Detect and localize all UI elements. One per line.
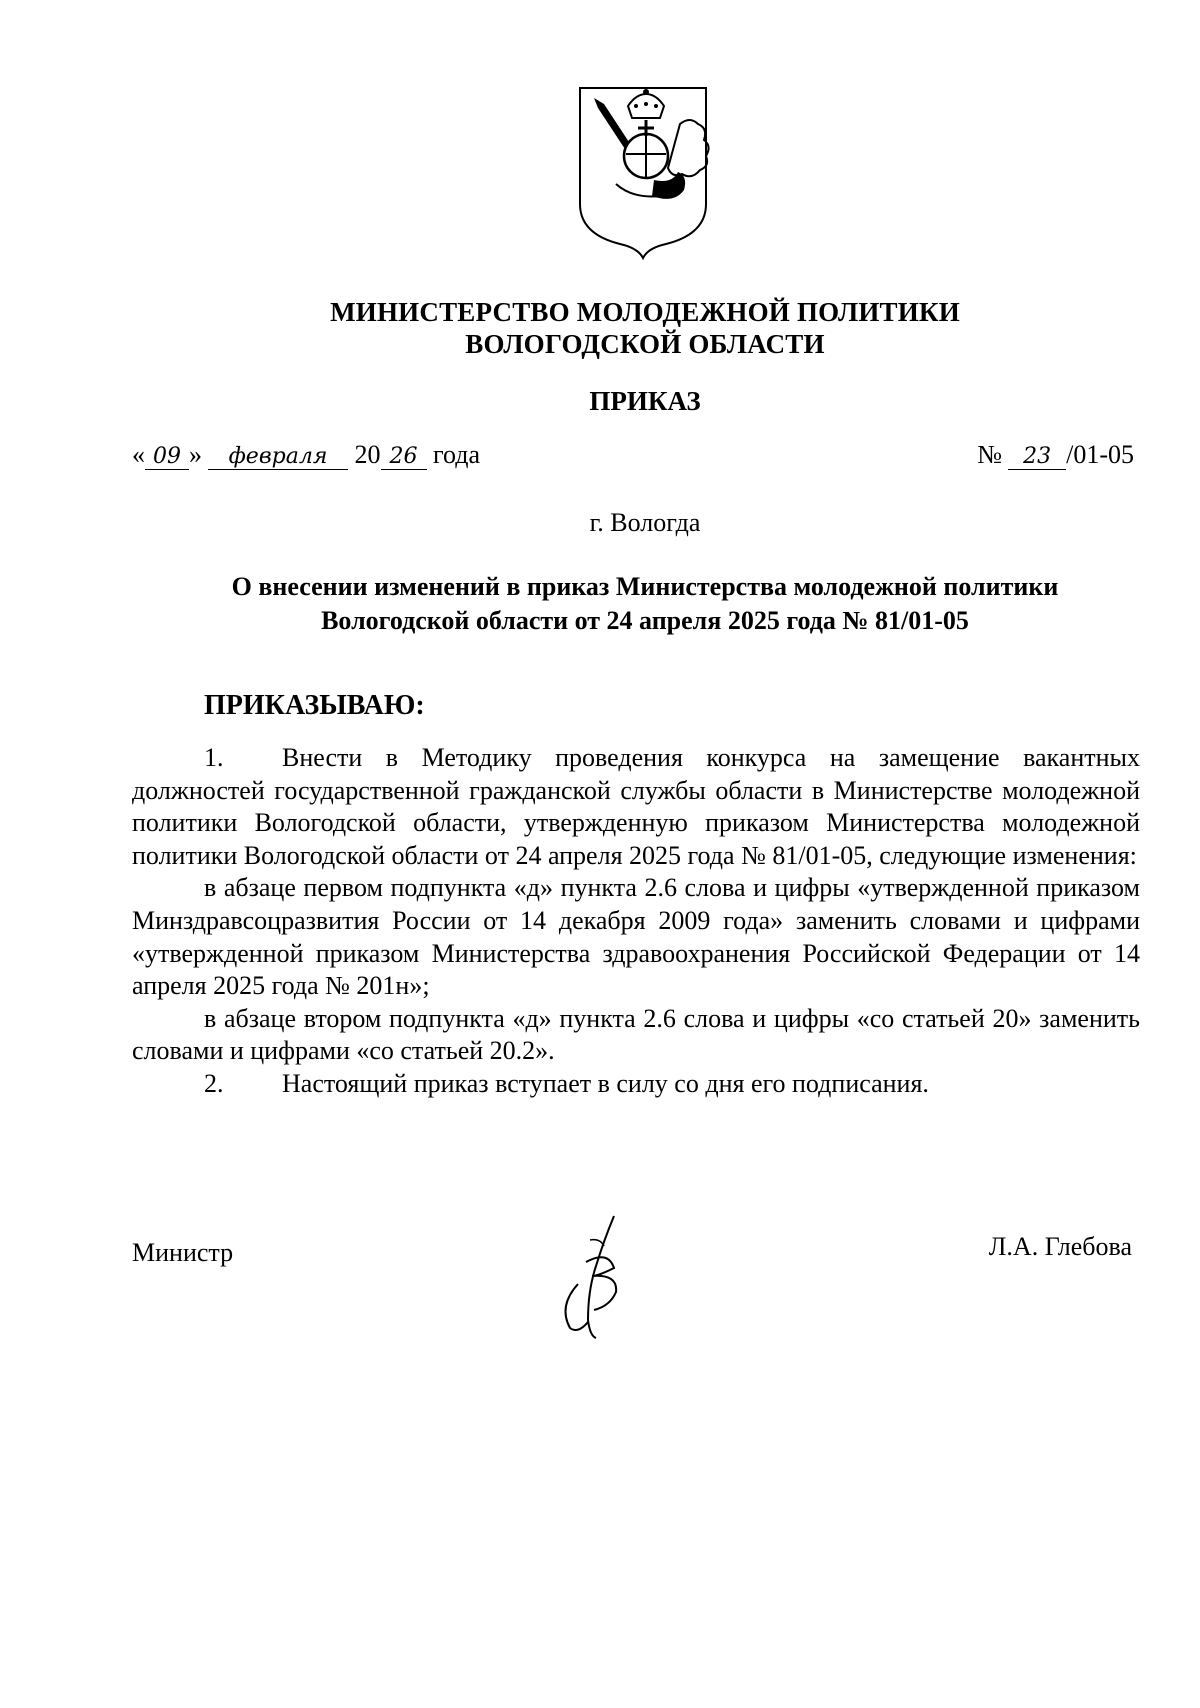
- change-1: в абзаце первом подпункта «д» пункта 2.6 слова и цифры «утвержденной приказом Минздравсоцразвития России от 14 декабря 2009 года» заменить словами и цифрами «утвержденной приказом Министерства здравоохранения Российской Федерации от 14 апреля 2025 года № 201н»;: [132, 873, 1140, 1001]
- directive-heading: ПРИКАЗЫВАЮ:: [204, 690, 425, 721]
- item-1-text: Внести в Методику проведения конкурса на замещение вакантных должностей государственной гражданской службы области в Министерстве молодежной политики Вологодской области, утвержденную приказом Министерства молодежной политики Вологодской области от 24 апреля 2025 года № 81/01-05, следующие изменения:: [132, 743, 1140, 870]
- date-year-prefix: 20: [354, 440, 381, 469]
- number-label: №: [977, 440, 1003, 469]
- coat-of-arms-icon: [576, 84, 710, 260]
- subject-line2: Вологодской области от 24 апреля 2025 года № 81/01-05: [321, 606, 969, 635]
- number-suffix: /01-05: [1066, 440, 1134, 469]
- signatory-name: Л.А. Глебова: [988, 1232, 1132, 1261]
- date-year-suffix: 26: [381, 445, 427, 470]
- item-2-text: Настоящий приказ вступает в силу со дня его подписания.: [282, 1068, 929, 1098]
- date-year-word: года: [433, 440, 481, 469]
- order-body: [132, 742, 1140, 1101]
- ministry-title-line2: ВОЛОГОДСКОЙ ОБЛАСТИ: [465, 329, 825, 359]
- order-date: [132, 440, 480, 470]
- city-line: г. Вологда: [589, 508, 701, 537]
- change-2: в абзаце втором подпункта «д» пункта 2.6 слова и цифры «со статьей 20» заменить словами и цифрами «со статьей 20.2».: [132, 1003, 1140, 1066]
- date-close-quote: »: [189, 440, 202, 469]
- item-2-number: 2.: [204, 1068, 224, 1098]
- date-day: 09: [145, 445, 189, 470]
- signatory-position: Министр: [132, 1238, 234, 1267]
- date-open-quote: «: [132, 440, 145, 469]
- number-value: 23: [1008, 445, 1066, 470]
- item-1-number: 1.: [204, 743, 224, 772]
- item-1: [132, 742, 1140, 872]
- subject-line1: О внесении изменений в приказ Министерства молодежной политики: [231, 572, 1059, 601]
- document-type-title: ПРИКАЗ: [589, 386, 701, 416]
- date-month: февраля: [208, 445, 348, 470]
- handwritten-signature-icon: [548, 1210, 648, 1342]
- ministry-title-line1: МИНИСТЕРСТВО МОЛОДЕЖНОЙ ПОЛИТИКИ: [330, 297, 960, 327]
- item-2: [132, 1068, 1140, 1101]
- order-number: [977, 440, 1134, 470]
